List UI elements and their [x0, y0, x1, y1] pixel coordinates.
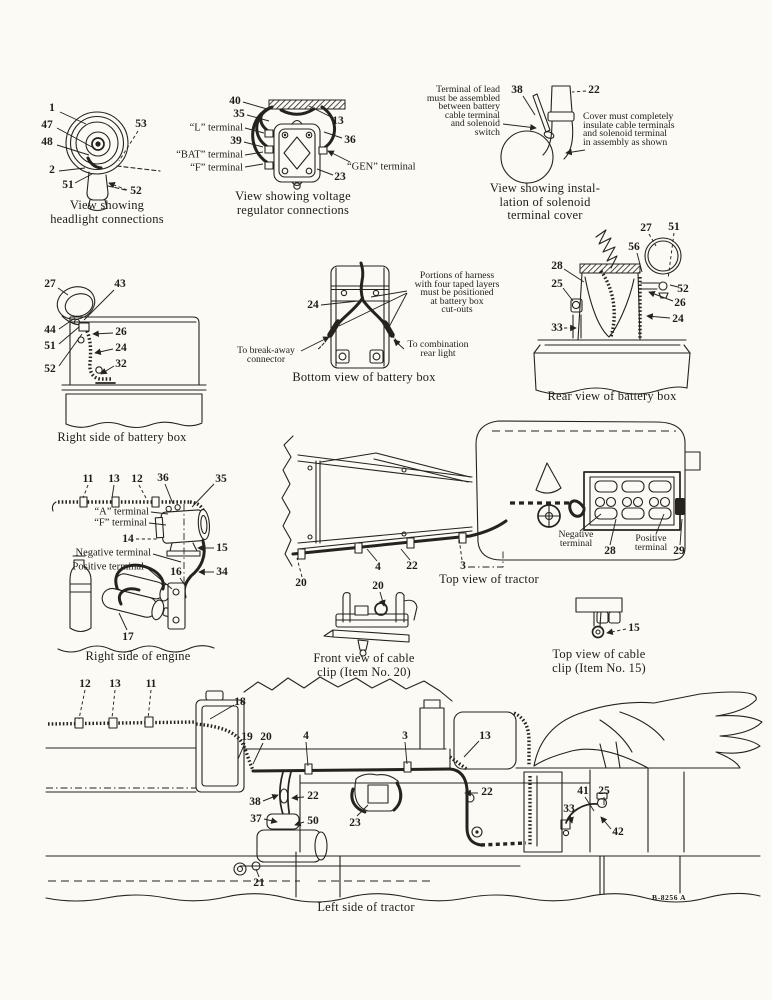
leader-line: [165, 484, 173, 504]
leader-line: [58, 288, 68, 295]
part-number-label: 41: [577, 785, 589, 797]
leader-line: [601, 817, 611, 829]
leader-line: [192, 484, 214, 507]
part-number-label: 36: [157, 472, 169, 484]
battery-box-bottom-view-note: [237, 347, 295, 364]
leader-line: [585, 797, 594, 811]
leader-line: [324, 132, 342, 138]
caption-line: Front view of cable: [313, 651, 415, 665]
part-number-label: 22: [481, 786, 493, 798]
note-line: Positive: [635, 533, 667, 544]
leader-line: [119, 613, 127, 630]
note-line: insulate cable terminals: [583, 119, 675, 131]
part-number-label: 23: [334, 171, 346, 183]
note-line: To break-away: [237, 345, 295, 356]
part-number-label: 20: [260, 731, 272, 743]
cable-clip-top-view-caption: [552, 648, 646, 675]
part-number-label: 24: [672, 313, 684, 325]
note-line: must be assembled: [426, 92, 500, 104]
part-number-label: 27: [640, 222, 652, 234]
leader-line: [247, 115, 269, 121]
part-number-label: 56: [628, 241, 640, 253]
leader-line: [301, 337, 329, 351]
caption-line: View showing instal-: [489, 181, 601, 195]
note-line: To combination: [407, 339, 469, 350]
part-number-label: 33: [551, 322, 563, 334]
text-callout-label: “A” terminal: [94, 506, 149, 518]
part-number-label: 52: [677, 283, 689, 295]
note-line: cable terminal: [444, 109, 500, 121]
text-callout-label: Negative terminal: [75, 547, 151, 559]
part-number-label: 15: [216, 542, 228, 554]
leader-line: [153, 554, 181, 562]
note-line: rear light: [420, 347, 456, 359]
leader-line: [79, 690, 85, 719]
part-number-label: 15: [628, 622, 640, 634]
leader-line: [109, 183, 127, 190]
leader-line: [210, 705, 234, 719]
tractor-top-view-note: [635, 535, 667, 552]
leader-line: [180, 578, 186, 587]
leader-line: [59, 334, 82, 366]
part-number-label: 22: [406, 560, 418, 572]
text-callout-label: “BAT” terminal: [176, 149, 243, 161]
leader-line: [57, 128, 92, 147]
leader-line: [101, 366, 114, 374]
part-number-label: 13: [108, 473, 120, 485]
caption-line: View showing: [69, 198, 145, 212]
leader-line: [649, 292, 673, 301]
part-number-label: 22: [307, 790, 319, 802]
leader-line: [317, 169, 333, 175]
caption-line: Top view of tractor: [439, 572, 539, 586]
caption-line: Right side of engine: [85, 649, 191, 663]
leader-line: [253, 743, 263, 764]
caption-line: lation of solenoid: [499, 194, 591, 209]
part-number-label: 51: [62, 179, 74, 191]
part-number-label: 34: [216, 566, 228, 578]
leader-line: [668, 233, 674, 279]
part-number-label: 13: [479, 730, 491, 742]
part-number-label: 18: [234, 696, 246, 708]
part-number-label: 13: [109, 678, 121, 690]
leader-line: [256, 869, 259, 877]
caption-line: clip (Item No. 15): [552, 660, 646, 675]
leader-line: [306, 742, 308, 766]
part-number-label: 25: [551, 278, 563, 290]
leader-line: [649, 234, 656, 246]
part-number-label: 1: [49, 102, 55, 114]
part-number-label: 27: [44, 278, 56, 290]
cable-clip-front-view-caption: [313, 652, 414, 679]
leader-line: [93, 333, 113, 334]
part-number-label: 23: [349, 817, 361, 829]
leader-line: [367, 549, 377, 561]
leader-line: [146, 567, 172, 589]
leader-line: [59, 318, 75, 329]
part-number-label: 38: [511, 84, 523, 96]
battery-box-bottom-view-note: [408, 341, 469, 358]
leader-line: [245, 152, 263, 155]
part-number-label: 13: [332, 115, 344, 127]
part-number-label: 12: [79, 678, 91, 690]
text-callout-label: “L” terminal: [189, 122, 243, 134]
engine-right-side-caption: [85, 650, 190, 664]
leader-line: [151, 512, 168, 514]
figure-code: B-8256 A: [652, 893, 687, 902]
note-line: and solenoid terminal: [583, 128, 667, 140]
solenoid-terminal-cover-caption: [490, 182, 600, 223]
leader-line: [680, 519, 682, 545]
part-number-label: 51: [44, 340, 56, 352]
note-line: in assembly as shown: [583, 136, 668, 148]
leader-line: [637, 253, 642, 272]
leader-line: [112, 690, 115, 718]
leader-line: [339, 293, 407, 326]
part-number-label: 28: [604, 545, 616, 557]
leader-line: [245, 164, 263, 167]
part-number-label: 22: [588, 84, 600, 96]
leader-line: [59, 168, 85, 171]
tractor-top-view-note: [559, 531, 594, 548]
part-number-label: 26: [674, 297, 686, 309]
leader-line: [292, 797, 304, 798]
part-number-label: 24: [307, 299, 319, 311]
part-number-label: 16: [170, 566, 182, 578]
part-number-label: 3: [460, 560, 466, 572]
caption-line: Top view of cable: [552, 647, 646, 661]
leader-line: [139, 485, 146, 498]
note-line: with four taped layers: [414, 278, 500, 290]
leader-line: [321, 301, 358, 305]
part-number-label: 28: [551, 260, 563, 272]
part-number-label: 44: [44, 324, 56, 336]
note-line: terminal: [634, 541, 668, 553]
leader-line: [389, 293, 407, 327]
part-number-label: 17: [122, 631, 134, 643]
part-number-label: 11: [82, 473, 94, 485]
leader-line: [357, 805, 368, 816]
leader-line: [57, 145, 89, 155]
leader-line: [570, 815, 572, 823]
leader-line: [394, 340, 404, 349]
leader-line: [245, 128, 264, 133]
leader-line: [405, 742, 407, 764]
part-number-label: 24: [115, 342, 127, 354]
caption-line: clip (Item No. 20): [317, 664, 411, 679]
note-line: cut-outs: [441, 304, 473, 316]
leader-line: [380, 592, 384, 606]
part-number-label: 21: [253, 877, 265, 889]
leader-line: [297, 558, 302, 577]
part-number-label: 32: [115, 358, 127, 370]
part-number-label: 2: [49, 164, 55, 176]
leader-line: [95, 349, 113, 353]
part-number-label: 47: [41, 119, 53, 131]
part-number-label: 20: [295, 577, 307, 589]
leader-line: [523, 96, 535, 115]
part-number-label: 48: [41, 136, 53, 148]
part-number-label: 52: [130, 185, 142, 197]
note-line: Negative: [558, 529, 594, 540]
caption-line: regulator connections: [236, 202, 350, 217]
part-number-label: 40: [229, 95, 241, 107]
part-number-label: 50: [307, 815, 319, 827]
note-line: at battery box: [430, 295, 484, 307]
part-number-label: 43: [114, 278, 126, 290]
note-line: Terminal of lead: [436, 84, 500, 95]
leader-line: [244, 142, 263, 147]
battery-box-bottom-view-caption: [292, 371, 435, 385]
note-line: terminal: [559, 537, 593, 549]
caption-line: Right side of battery box: [57, 430, 187, 444]
part-number-label: 42: [612, 826, 624, 838]
solenoid-terminal-cover-note: [583, 113, 674, 147]
leader-line: [459, 538, 462, 560]
part-number-label: 29: [673, 545, 685, 557]
note-line: Cover must completely: [583, 111, 674, 122]
note-line: Portions of harness: [419, 270, 495, 281]
part-number-label: 39: [230, 135, 242, 147]
caption-line: Bottom view of battery box: [292, 370, 436, 384]
battery-box-right-side-caption: [57, 431, 186, 445]
part-number-label: 4: [303, 730, 309, 742]
leader-line: [148, 690, 151, 719]
part-number-label: 53: [135, 118, 147, 130]
part-number-label: 52: [44, 363, 56, 375]
part-number-label: 38: [249, 796, 261, 808]
part-number-label: 51: [668, 221, 680, 233]
solenoid-terminal-cover-note: [427, 86, 500, 138]
tractor-top-view-caption: [439, 573, 539, 587]
caption-line: Rear view of battery box: [547, 389, 677, 403]
part-number-label: 3: [402, 730, 408, 742]
part-number-label: 25: [598, 785, 610, 797]
leader-line: [607, 629, 626, 633]
part-number-label: 4: [375, 561, 381, 573]
leader-line: [503, 124, 536, 128]
leader-line: [328, 151, 350, 162]
part-number-label: 20: [372, 580, 384, 592]
leader-line: [243, 102, 267, 109]
caption-line: headlight connections: [50, 211, 164, 226]
leader-line: [238, 743, 245, 759]
leader-line: [60, 112, 86, 124]
note-line: and solenoid: [450, 118, 500, 130]
leader-line: [656, 514, 664, 534]
text-callout-label: “F” terminal: [94, 517, 147, 529]
tractor-left-side-caption: [317, 901, 414, 915]
caption-line: Left side of tractor: [317, 900, 415, 914]
note-line: switch: [474, 126, 500, 138]
leader-line: [83, 485, 88, 498]
voltage-regulator-connections-caption: [235, 190, 351, 217]
note-line: must be positioned: [420, 287, 494, 299]
leader-line: [149, 523, 166, 525]
text-callout-label: “F” terminal: [190, 162, 243, 174]
leader-line: [572, 91, 586, 92]
part-number-label: 33: [563, 803, 575, 815]
text-callout-label: “GEN” terminal: [347, 161, 416, 173]
leader-line: [647, 316, 670, 318]
note-line: between battery: [438, 101, 500, 113]
part-number-label: 11: [145, 678, 157, 690]
leader-line: [264, 819, 277, 822]
battery-box-bottom-view-note: [415, 272, 500, 315]
leader-line: [295, 822, 304, 825]
part-number-label: 19: [241, 731, 253, 743]
text-callout-label: Positive terminal: [72, 561, 144, 573]
leader-line: [59, 327, 79, 344]
leader-line: [75, 174, 92, 183]
leader-line: [564, 269, 584, 282]
leader-line: [112, 485, 114, 498]
headlight-connections-caption: [50, 199, 164, 226]
leader-line: [566, 150, 585, 153]
part-number-label: 36: [344, 134, 356, 146]
caption-line: View showing voltage: [235, 189, 351, 203]
leader-line: [263, 795, 278, 801]
leader-line: [84, 290, 114, 320]
leader-line: [119, 131, 138, 161]
part-number-label: 26: [115, 326, 127, 338]
leader-line: [401, 549, 410, 560]
part-number-label: 37: [250, 813, 262, 825]
part-number-label: 35: [215, 473, 227, 485]
part-number-label: 35: [233, 108, 245, 120]
leader-line: [309, 106, 331, 117]
leader-line: [563, 288, 573, 301]
part-number-label: 14: [122, 533, 134, 545]
leader-line: [610, 519, 616, 545]
note-line: connector: [246, 353, 286, 365]
leader-line: [464, 741, 479, 757]
part-number-label: 12: [131, 473, 143, 485]
battery-box-rear-view-caption: [547, 390, 676, 404]
caption-line: terminal cover: [507, 208, 583, 222]
